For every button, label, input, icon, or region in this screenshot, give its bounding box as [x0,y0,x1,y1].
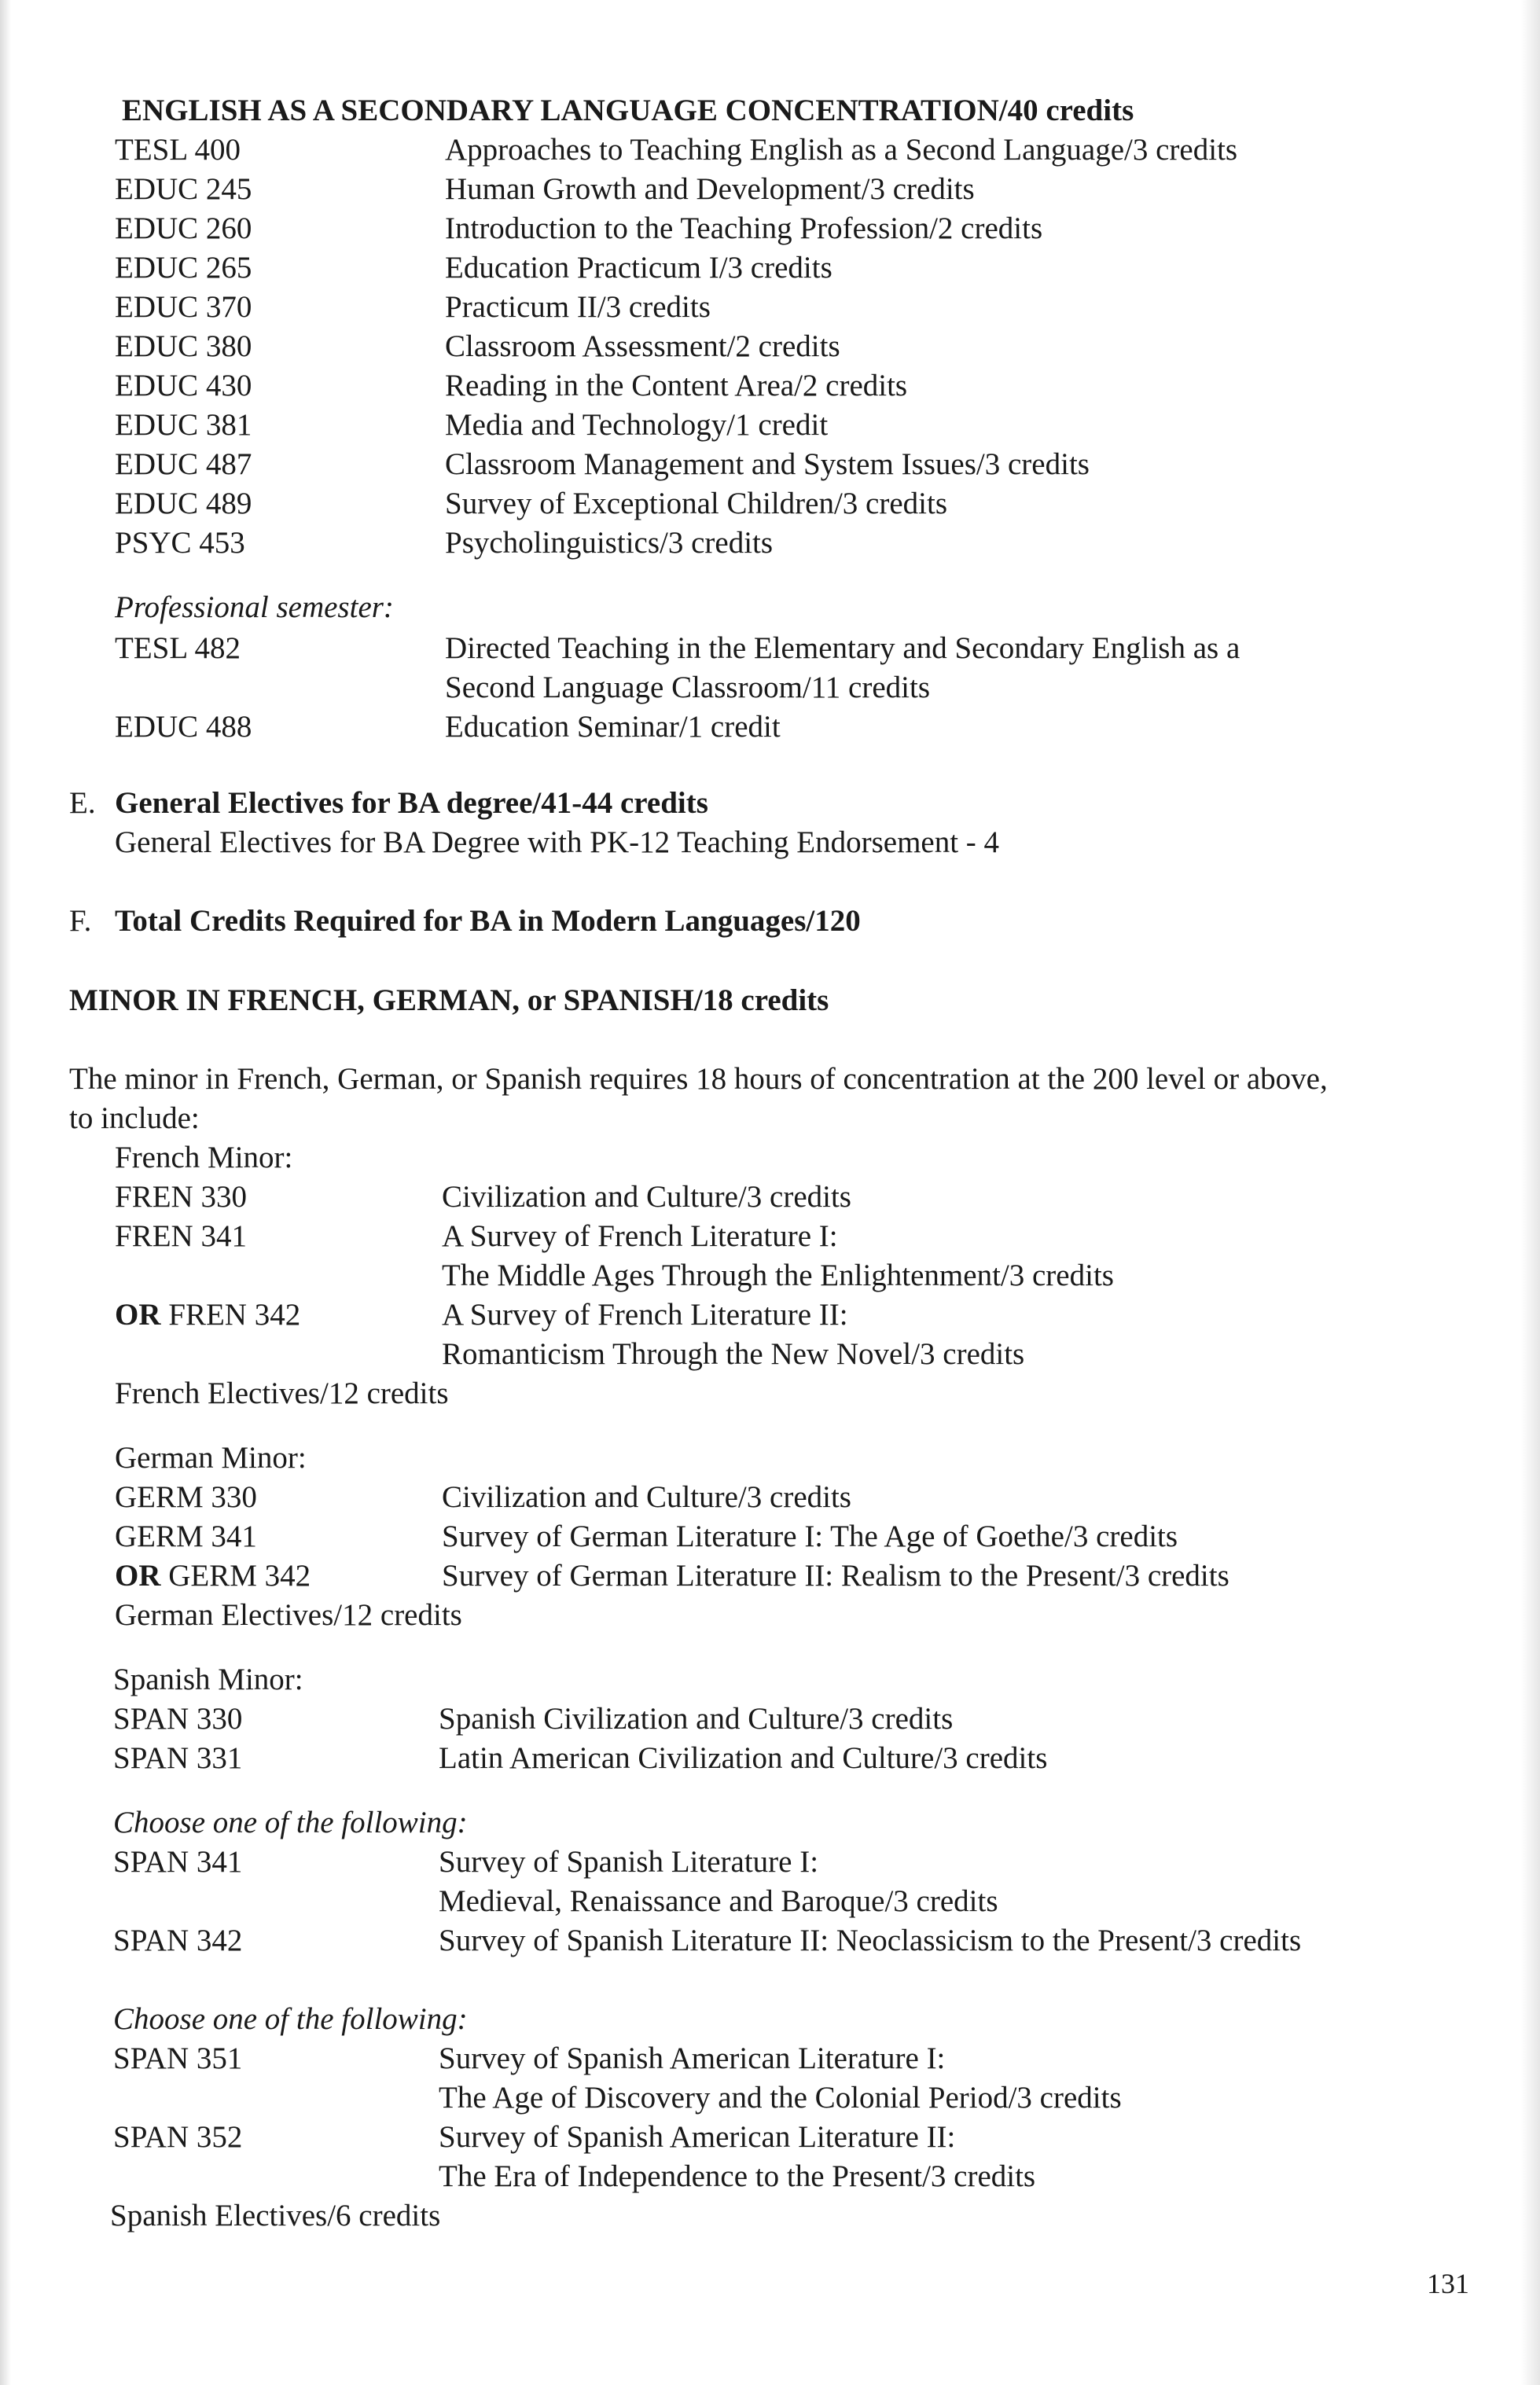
german-electives: German Electives/12 credits [115,1598,462,1632]
or-label: OR [115,1559,161,1593]
course-code: EDUC 245 [115,172,252,206]
course-title: Survey of Spanish American Literature II: [439,2120,956,2154]
course-title: A Survey of French Literature II: [442,1298,848,1332]
course-code: EDUC 265 [115,251,252,285]
spanish-electives: Spanish Electives/6 credits [110,2199,441,2232]
esl-heading: ENGLISH AS A SECONDARY LANGUAGE CONCENTRATION/40 credits [122,94,1134,127]
section-f-letter: F. [69,904,92,938]
course-code: EDUC 260 [115,211,252,245]
course-title-continued: The Era of Independence to the Present/3 credits [439,2159,1036,2193]
course-title: Spanish Civilization and Culture/3 credits [439,1702,954,1736]
page-number: 131 [1427,2268,1469,2299]
course-title-continued: The Middle Ages Through the Enlightenment/3 credits [442,1259,1114,1292]
course-title: Human Growth and Development/3 credits [445,172,975,206]
course-code: TESL 482 [115,631,241,665]
minor-heading: MINOR IN FRENCH, GERMAN, or SPANISH/18 credits [69,983,829,1017]
course-title: Psycholinguistics/3 credits [445,526,774,560]
professional-semester-label: Professional semester: [115,590,394,624]
course-title: Survey of German Literature I: The Age of Goethe/3 credits [442,1520,1178,1553]
course-title: Survey of Spanish American Literature I: [439,2041,946,2075]
course-title: Education Seminar/1 credit [445,710,781,744]
course-code: TESL 400 [115,133,241,167]
minor-intro-continued: to include: [69,1101,200,1135]
course-code: PSYC 453 [115,526,245,560]
course-title-continued: Romanticism Through the New Novel/3 credits [442,1337,1025,1371]
choose-one-label: Choose one of the following: [113,1806,468,1839]
course-code: EDUC 487 [115,447,252,481]
course-title: Media and Technology/1 credit [445,408,829,442]
course-title: Classroom Management and System Issues/3 credits [445,447,1090,481]
french-electives: French Electives/12 credits [115,1376,449,1410]
course-code: EDUC 488 [115,710,252,744]
course-title: Latin American Civilization and Culture/3 credits [439,1741,1048,1775]
course-title: Reading in the Content Area/2 credits [445,369,908,402]
course-title: Survey of Spanish Literature II: Neoclassicism to the Present/3 credits [439,1924,1302,1957]
course-title: Survey of Exceptional Children/3 credits [445,487,948,520]
section-e-text: General Electives for BA Degree with PK-12 Teaching Endorsement - 4 [115,825,1000,859]
course-code: SPAN 342 [113,1924,243,1957]
course-title-continued: Second Language Classroom/11 credits [445,671,930,704]
course-code: GERM 341 [115,1520,257,1553]
course-code: GERM 330 [115,1480,257,1514]
course-code: EDUC 380 [115,329,252,363]
course-title: Approaches to Teaching English as a Second Language/3 credits [445,133,1238,167]
course-code [115,1556,311,1596]
course-code-text: GERM 342 [168,1559,311,1593]
section-e-letter: E. [69,786,96,820]
course-code: SPAN 351 [113,2041,243,2075]
course-code [115,1295,300,1335]
spanish-minor-label: Spanish Minor: [113,1663,303,1696]
course-code-text: FREN 342 [168,1298,301,1332]
course-title-continued: The Age of Discovery and the Colonial Period/3 credits [439,2081,1122,2115]
course-code: EDUC 430 [115,369,252,402]
or-label: OR [115,1298,161,1332]
section-f-heading: Total Credits Required for BA in Modern Languages/120 [115,904,861,938]
course-code: SPAN 330 [113,1702,243,1736]
course-title: Practicum II/3 credits [445,290,711,324]
course-code: FREN 330 [115,1180,247,1214]
course-title: Survey of Spanish Literature I: [439,1845,819,1879]
course-title: Introduction to the Teaching Profession/2 credits [445,211,1043,245]
section-e-heading: General Electives for BA degree/41-44 credits [115,786,708,820]
course-title: Classroom Assessment/2 credits [445,329,840,363]
course-code: SPAN 331 [113,1741,243,1775]
course-code: EDUC 370 [115,290,252,324]
page-binding-shadow [0,0,11,2385]
course-title: Civilization and Culture/3 credits [442,1480,851,1514]
course-title: Survey of German Literature II: Realism to the Present/3 credits [442,1559,1229,1593]
course-title: Education Practicum I/3 credits [445,251,832,285]
course-code: FREN 341 [115,1219,247,1253]
course-title: Directed Teaching in the Elementary and Secondary English as a [445,631,1240,665]
german-minor-label: German Minor: [115,1441,307,1475]
course-title-continued: Medieval, Renaissance and Baroque/3 credits [439,1884,998,1918]
course-code: EDUC 489 [115,487,252,520]
minor-intro: The minor in French, German, or Spanish requires 18 hours of concentration at the 200 level or above, [69,1062,1328,1096]
choose-one-label: Choose one of the following: [113,2002,468,2036]
course-code: SPAN 352 [113,2120,243,2154]
course-code: EDUC 381 [115,408,252,442]
course-title: Civilization and Culture/3 credits [442,1180,851,1214]
french-minor-label: French Minor: [115,1141,293,1174]
course-code: SPAN 341 [113,1845,243,1879]
page-edge-shadow [1521,0,1540,2385]
course-title: A Survey of French Literature I: [442,1219,838,1253]
